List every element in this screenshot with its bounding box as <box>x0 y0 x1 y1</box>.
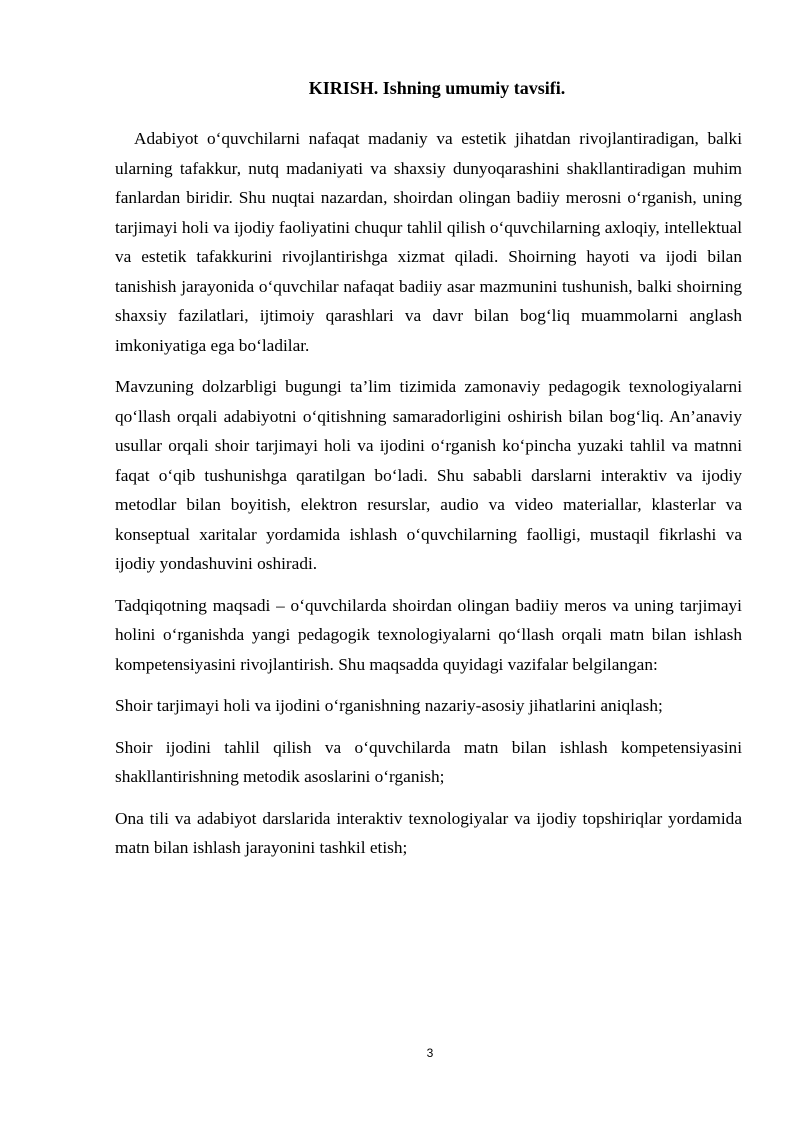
page-number: 3 <box>426 1046 434 1060</box>
paragraph-task-1: Shoir tarjimayi holi va ijodini o‘rganishning nazariy-asosiy jihatlarini aniqlash; <box>115 696 663 715</box>
paragraph-research-goal: Tadqiqotning maqsadi – o‘quvchilarda shoirdan olingan badiiy meros va uning tarjimayi holini o‘rganishda yangi pedagogik texnologiyalarni qo‘llash orqali matn bilan ishlash kompetensiyasini rivojlantirish. Shu maqsadda quyidagi vazifalar belgilangan: <box>115 595 742 674</box>
paragraph-task-2: Shoir ijodini tahlil qilish va o‘quvchilarda matn bilan ishlash kompetensiyasini shakllantirishning metodik asoslarini o‘rganish; <box>115 737 742 786</box>
page-title: KIRISH. Ishning umumiy tavsifi. <box>308 78 566 98</box>
paragraph-relevance: Mavzuning dolzarbligi bugungi ta’lim tizimida zamonaviy pedagogik texnologiyalarni qo‘llash orqali adabiyotni o‘qitishning samaradorligini oshirish bilan bog‘liq. An’anaviy usullar orqali shoir tarjimayi holi va ijodini o‘rganish ko‘pincha yuzaki tahlil va matnni faqat o‘qib tushunishga qaratilgan bo‘ladi. Shu sababli darslarni interaktiv va ijodiy metodlar bilan boyitish, elektron resurslar, audio va video materiallar, klasterlar va konseptual xaritalar yordamida ishlash o‘quvchilarning faolligi, mustaqil fikrlashi va ijodiy yondashuvini oshiradi. <box>115 377 742 573</box>
paragraph-introduction: Adabiyot o‘quvchilarni nafaqat madaniy va estetik jihatdan rivojlantiradigan, balki ularning tafakkur, nutq madaniyati va shaxsiy dunyoqarashini shakllantiradigan muhim fanlardan biridir. Shu nuqtai nazardan, shoirdan olingan badiiy merosni o‘rganish, uning tarjimayi holi va ijodiy faoliyatini chuqur tahlil qilish o‘quvchilarning axloqiy, intellektual va estetik tafakkurini rivojlantirishga xizmat qiladi. Shoirning hayoti va ijodi bilan tanishish jarayonida o‘quvchilar nafaqat badiiy asar mazmunini tushunish, balki shoirning shaxsiy fazilatlari, ijtimoiy qarashlari va davr bilan bog‘liq muammolarni anglash imkoniyatiga ega bo‘ladilar. <box>115 129 742 355</box>
document-body <box>115 124 742 875</box>
paragraph-task-3: Ona tili va adabiyot darslarida interaktiv texnologiyalar va ijodiy topshiriqlar yordamida matn bilan ishlash jarayonini tashkil etish; <box>115 808 742 857</box>
